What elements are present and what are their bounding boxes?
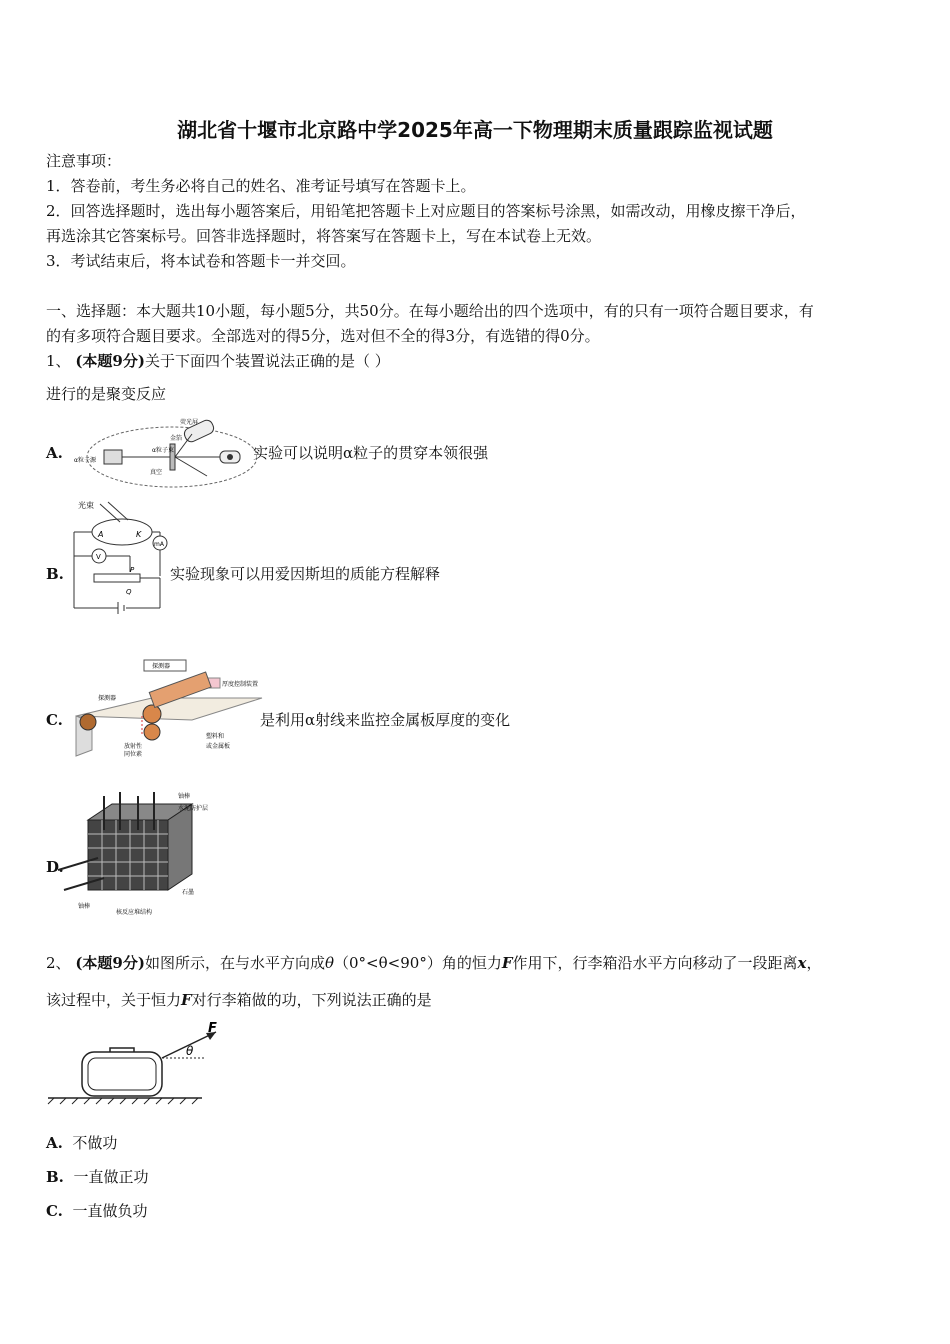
- q2-option-b: [46, 1168, 148, 1186]
- q2-force-symbol-2: F: [181, 991, 192, 1009]
- q1-score: (本题9分): [75, 352, 145, 370]
- q2-option-b-letter: B.: [46, 1168, 64, 1186]
- q2-option-b-text: 一直做正功: [73, 1168, 149, 1186]
- notice-item-2: 2．回答选择题时，选出每小题答案后，用铅笔把答题卡上对应题目的答案标号涂黑，如需改动，用橡皮擦干净后，: [46, 202, 806, 220]
- notice-item-1: 1．答卷前，考生务必将自己的姓名、准考证号填写在答题卡上。: [46, 177, 476, 195]
- q2-stem-line1: 2、 (本题9分)如图所示，在与水平方向成θ（0°<θ<90°）角的恒力F作用下，行李箱沿水平方向移动了一段距离x，: [46, 954, 822, 972]
- fig-c-label-plastic: 塑料和: [206, 733, 225, 740]
- q1-option-b-letter: B.: [46, 565, 64, 583]
- fig-b-label-v: V: [96, 553, 101, 561]
- fig-d-label-rod-top: 铀棒: [178, 793, 191, 800]
- rutherford-scattering-figure: [72, 414, 257, 492]
- q2-force-symbol: F: [501, 954, 513, 972]
- fig-b-label-ma: mA: [154, 541, 164, 548]
- q2-option-a: [46, 1134, 117, 1152]
- q2-option-c-text: 一直做负功: [72, 1202, 148, 1220]
- q2-stem-line2: [46, 991, 432, 1009]
- q2-distance-symbol: x: [797, 954, 807, 972]
- q1-extra: 进行的是聚变反应: [46, 385, 167, 403]
- fig-b-label-q: Q: [126, 588, 132, 596]
- q1-option-d-letter: D.: [46, 858, 64, 876]
- q1-stem: [46, 352, 390, 370]
- fig-a-label-vacuum: 真空: [150, 469, 163, 476]
- q2-range: （0°<θ<90°）: [334, 954, 442, 972]
- q1-number: 1、: [46, 352, 71, 370]
- section-intro-1: 一、选择题：本大题共10小题，每小题5分，共50分。在每小题给出的四个选项中，有的只有一项符合题目要求，有: [46, 302, 814, 320]
- notice-item-2-cont: 再选涂其它答案标号。回答非选择题时，将答案写在答题卡上，写在本试卷上无效。: [46, 227, 602, 245]
- fig-c-label-isotope: 同位素: [124, 751, 143, 758]
- fig-q2-label-theta: θ: [186, 1044, 194, 1058]
- fig-c-label-radioactive: 放射性: [124, 743, 143, 750]
- fig-d-label-rod: 铀棒: [78, 903, 91, 910]
- notice-item-3: 3．考试结束后，将本试卷和答题卡一并交回。: [46, 252, 356, 270]
- notice-heading: 注意事项：: [46, 152, 122, 170]
- q1-stem-text: 关于下面四个装置说法正确的是（ ）: [144, 352, 390, 370]
- thickness-gauge-figure: [72, 656, 264, 762]
- fig-a-label-source: α粒子源: [74, 457, 96, 464]
- q2-stem-c: 作用下，行李箱沿水平方向移动了一段距离: [512, 954, 798, 972]
- q2-stem-b: 角的恒力: [441, 954, 502, 972]
- fig-c-label-control: 厚度控制装置: [222, 681, 259, 688]
- fig-a-label-beam: α粒子束: [152, 447, 174, 454]
- fig-b-label-p: P: [130, 566, 135, 574]
- suitcase-force-figure: [44, 1020, 224, 1110]
- q2-option-c: [46, 1202, 147, 1220]
- fig-b-label-a: A: [98, 530, 104, 539]
- q2-stem-a: 如图所示，在与水平方向成: [144, 954, 325, 972]
- q2-number: 2、: [46, 954, 71, 972]
- fig-c-label-metal: 或金属板: [206, 743, 231, 750]
- fig-c-label-detector: 探测器: [152, 663, 171, 670]
- fig-q2-label-f: F: [208, 1021, 217, 1036]
- q1-option-c-text: 是利用α射线来监控金属板厚度的变化: [260, 711, 511, 729]
- q2-line2-a: 该过程中，关于恒力: [46, 991, 182, 1009]
- q2-option-a-letter: A.: [46, 1134, 63, 1152]
- photoelectric-circuit-figure: [70, 496, 174, 620]
- q2-score: (本题9分): [75, 954, 145, 972]
- q2-theta: θ: [324, 954, 335, 972]
- page-title: 湖北省十堰市北京路中学2025年高一下物理期末质量跟踪监视试题: [177, 118, 773, 142]
- fig-d-label-concrete: 水泥防护层: [178, 805, 209, 812]
- fig-a-label-screen: 荧光屏: [180, 419, 199, 426]
- q1-option-c-letter: C.: [46, 711, 63, 729]
- fig-b-label-light: 光束: [78, 501, 94, 510]
- q1-option-a-letter: A.: [46, 444, 63, 462]
- fig-d-label-graphite: 石墨: [182, 889, 195, 896]
- fig-c-label-detector-2: 探测器: [98, 695, 117, 702]
- q2-option-a-text: 不做功: [72, 1134, 118, 1152]
- q2-option-c-letter: C.: [46, 1202, 63, 1220]
- fig-a-label-foil: 金箔: [170, 435, 183, 442]
- nuclear-reactor-figure: [58, 790, 218, 920]
- q2-line2-b: 对行李箱做的功，下列说法正确的是: [191, 991, 432, 1009]
- fig-b-label-k: K: [136, 530, 142, 539]
- q1-option-a-text: 实验可以说明α粒子的贯穿本领很强: [253, 444, 489, 462]
- section-intro-2: 的有多项符合题目要求。全部选对的得5分，选对但不全的得3分，有选错的得0分。: [46, 327, 600, 345]
- fig-d-label-caption: 核反应堆结构: [116, 909, 153, 916]
- q1-option-b-text: 实验现象可以用爱因斯坦的质能方程解释: [170, 565, 441, 583]
